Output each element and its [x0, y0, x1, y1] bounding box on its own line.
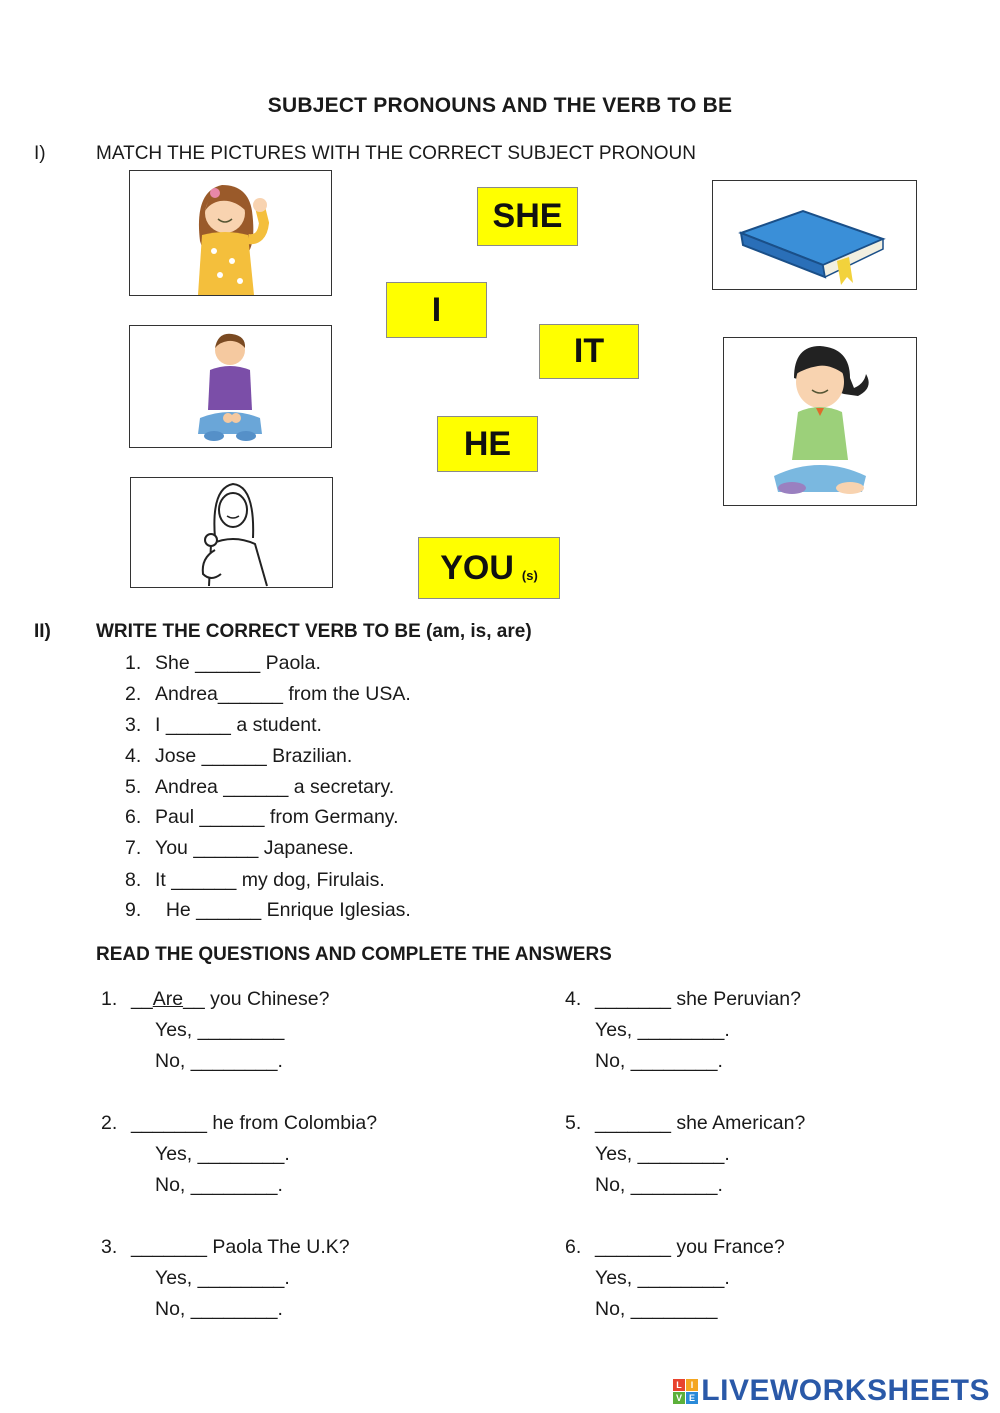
exercise-item-4-number: 4. [125, 745, 142, 767]
liveworksheets-logo-text: LIVEWORKSHEETS [701, 1374, 990, 1407]
exercise-item-3[interactable]: I ______ a student. [155, 714, 322, 736]
boy-sitting-image [130, 326, 331, 447]
picture-girl-waving [129, 170, 332, 296]
question-1-answer: Are [152, 988, 184, 1010]
picture-boy-sitting [129, 325, 332, 448]
picture-girl-sitting [723, 337, 917, 506]
exercise-item-2-number: 2. [125, 683, 142, 705]
pronoun-card-you[interactable] [418, 537, 560, 599]
exercise-item-7[interactable]: You ______ Japanese. [155, 837, 354, 859]
answer-2-no[interactable]: No, ________. [155, 1174, 283, 1196]
book-image [713, 181, 916, 289]
girl-waving-image [130, 171, 331, 295]
section-2-number: II) [34, 621, 51, 642]
picture-person-pointing [130, 477, 333, 588]
exercise-item-4[interactable]: Jose ______ Brazilian. [155, 745, 353, 767]
exercise-item-5[interactable]: Andrea ______ a secretary. [155, 776, 395, 798]
pronoun-card-he[interactable] [437, 416, 538, 472]
question-5[interactable]: _______ she American? [595, 1112, 806, 1134]
answer-2-yes[interactable]: Yes, ________. [155, 1143, 290, 1165]
pronoun-he-label: HE [463, 424, 512, 463]
worksheet-title: SUBJECT PRONOUNS AND THE VERB TO BE [267, 94, 733, 117]
exercise-item-1[interactable]: She ______ Paola. [155, 652, 321, 674]
answer-1-yes[interactable]: Yes, ________ [155, 1019, 285, 1041]
answer-6-yes[interactable]: Yes, ________. [595, 1267, 730, 1289]
pronoun-card-she[interactable] [477, 187, 578, 246]
picture-book [712, 180, 917, 290]
section-1-instruction: MATCH THE PICTURES WITH THE CORRECT SUBJECT PRONOUN [96, 143, 696, 164]
exercise-item-9[interactable]: He ______ Enrique Iglesias. [155, 899, 411, 921]
person-pointing-image [131, 478, 332, 587]
question-3[interactable]: _______ Paola The U.K? [131, 1236, 350, 1258]
exercise-item-6[interactable]: Paul ______ from Germany. [155, 806, 399, 828]
liveworksheets-logo[interactable] [673, 1374, 990, 1408]
answer-1-no[interactable]: No, ________. [155, 1050, 283, 1072]
question-1-number: 1. [101, 988, 118, 1010]
question-1-blank-pre: __ [131, 988, 153, 1010]
question-6-number: 6. [565, 1236, 582, 1258]
pronoun-card-i[interactable] [386, 282, 487, 338]
exercise-item-9-number: 9. [125, 899, 142, 921]
exercise-item-3-number: 3. [125, 714, 142, 736]
question-4-number: 4. [565, 988, 582, 1010]
question-1[interactable] [131, 988, 329, 1011]
answer-6-no[interactable]: No, ________ [595, 1298, 718, 1320]
section-3-instruction: READ THE QUESTIONS AND COMPLETE THE ANSWERS [96, 944, 612, 965]
section-2-instruction: WRITE THE CORRECT VERB TO BE (am, is, are) [96, 621, 532, 642]
answer-3-yes[interactable]: Yes, ________. [155, 1267, 290, 1289]
pronoun-you-label: YOU [440, 548, 514, 587]
exercise-item-6-number: 6. [125, 806, 142, 828]
answer-5-yes[interactable]: Yes, ________. [595, 1143, 730, 1165]
section-1-number: I) [34, 143, 46, 164]
exercise-item-7-number: 7. [125, 837, 142, 859]
pronoun-you-suffix: (s) [521, 567, 538, 583]
pronoun-i-label: I [431, 290, 442, 329]
pronoun-it-label: IT [573, 332, 605, 370]
answer-4-yes[interactable]: Yes, ________. [595, 1019, 730, 1041]
answer-3-no[interactable]: No, ________. [155, 1298, 283, 1320]
question-4[interactable]: _______ she Peruvian? [595, 988, 801, 1010]
question-1-rest: __ you Chinese? [183, 988, 330, 1010]
question-6[interactable]: _______ you France? [595, 1236, 785, 1258]
question-5-number: 5. [565, 1112, 582, 1134]
exercise-item-2[interactable]: Andrea______ from the USA. [155, 683, 411, 705]
answer-4-no[interactable]: No, ________. [595, 1050, 723, 1072]
liveworksheets-mark-icon: L I V E [673, 1379, 698, 1404]
exercise-item-8-number: 8. [125, 869, 142, 891]
pronoun-card-it[interactable] [539, 324, 639, 379]
pronoun-she-label: SHE [492, 197, 563, 235]
question-2-number: 2. [101, 1112, 118, 1134]
question-3-number: 3. [101, 1236, 118, 1258]
girl-sitting-image [724, 338, 916, 505]
exercise-item-5-number: 5. [125, 776, 142, 798]
answer-5-no[interactable]: No, ________. [595, 1174, 723, 1196]
exercise-item-1-number: 1. [125, 652, 142, 674]
question-2[interactable]: _______ he from Colombia? [131, 1112, 378, 1134]
exercise-item-8[interactable]: It ______ my dog, Firulais. [155, 869, 385, 891]
